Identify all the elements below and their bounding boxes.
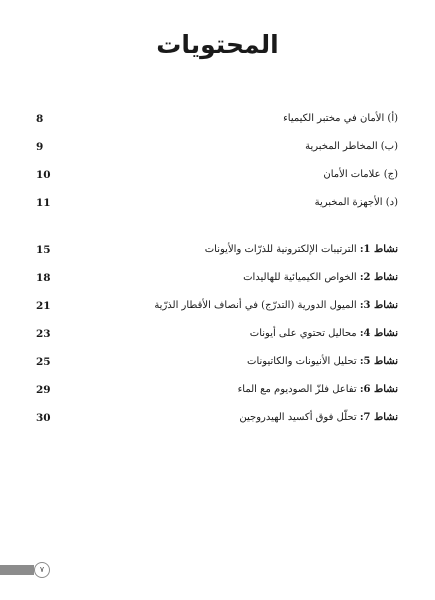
toc-label: (ب) المخاطر المخبرية [305, 141, 398, 152]
toc-label [238, 384, 398, 395]
activity-prefix: نشاط 7: [359, 412, 398, 423]
toc-row[interactable] [36, 356, 398, 384]
toc-page-number: 9 [36, 141, 44, 153]
activity-prefix: نشاط 1: [359, 244, 398, 255]
toc-label [239, 412, 398, 423]
toc-page-number: 23 [36, 328, 51, 340]
activity-title: الخواص الكيميائية للهاليدات [243, 272, 357, 283]
activity-title: تحليل الأنيونات والكاتيونات [247, 356, 357, 367]
toc-label [205, 244, 398, 255]
activity-title: تحلّل فوق أكسيد الهيدروجين [239, 412, 357, 423]
activity-prefix: نشاط 6: [359, 384, 398, 395]
toc-label: (ج) علامات الأمان [323, 169, 398, 180]
activity-prefix: نشاط 3: [359, 300, 398, 311]
toc-label: (أ) الأمان في مختبر الكيمياء [283, 113, 398, 124]
toc-row[interactable] [36, 328, 398, 356]
toc-label [247, 356, 398, 367]
toc-row[interactable] [36, 272, 398, 300]
toc-row[interactable] [36, 384, 398, 412]
activity-title: محاليل تحتوي على أيونات [249, 328, 357, 339]
activity-prefix: نشاط 4: [359, 328, 398, 339]
toc-row[interactable] [36, 169, 398, 197]
toc-row[interactable] [36, 141, 398, 169]
activity-title: الميول الدورية (التدرّج) في أنصاف الأقطار الذرّية [154, 300, 357, 311]
toc-label: (د) الأجهزة المخبرية [314, 197, 398, 208]
toc-page-number: 30 [36, 412, 51, 424]
toc-row[interactable] [36, 412, 398, 440]
toc-row[interactable] [36, 244, 398, 272]
footer-page-number: ٧ [34, 562, 50, 578]
toc-page-number: 8 [36, 113, 44, 125]
activity-title: الترتيبات الإلكترونية للذرّات والأيونات [204, 244, 357, 255]
toc-row[interactable] [36, 113, 398, 141]
activity-prefix: نشاط 5: [359, 356, 398, 367]
toc-page-number: 15 [36, 244, 51, 256]
activity-prefix: نشاط 2: [359, 272, 398, 283]
activity-title: تفاعل فلزّ الصوديوم مع الماء [237, 384, 357, 395]
toc-page-number: 18 [36, 272, 51, 284]
toc-page-number: 29 [36, 384, 51, 396]
toc-row[interactable] [36, 300, 398, 328]
toc-label [243, 272, 398, 283]
footer-bar [0, 565, 34, 575]
toc-label [154, 300, 398, 311]
sections-list [36, 113, 398, 225]
toc-label [250, 328, 398, 339]
toc-page-number: 11 [36, 197, 51, 209]
toc-page-number: 10 [36, 169, 51, 181]
page-title: المحتويات [156, 30, 279, 59]
activities-list [36, 244, 398, 440]
toc-page-number: 21 [36, 300, 51, 312]
toc-row[interactable] [36, 197, 398, 225]
toc-page-number: 25 [36, 356, 51, 368]
